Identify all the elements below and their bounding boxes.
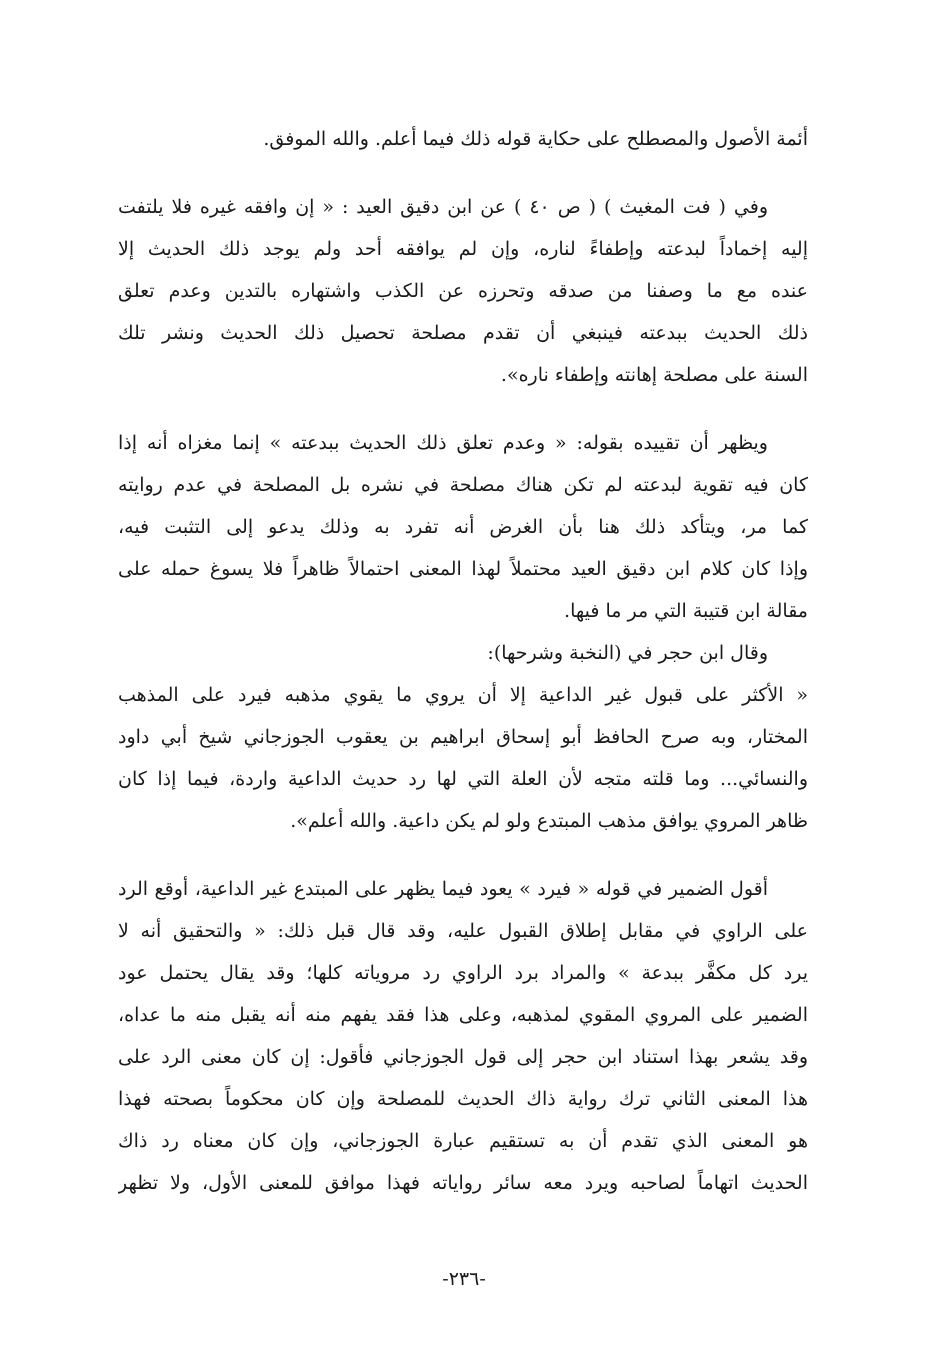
- page-body: [118, 118, 808, 1204]
- text-line: كان فيه تقوية لبدعته لم تكن هناك مصلحة في نشره بل المصلحة في عدم روايته: [118, 474, 808, 496]
- paragraph-gap: [118, 396, 808, 422]
- paragraph-gap: [118, 842, 808, 868]
- paragraph: [118, 118, 808, 160]
- text-line: ويظهر أن تقييده بقوله: « وعدم تعلق ذلك الحديث ببدعته » إنما مغزاه أنه إذا: [118, 432, 768, 454]
- text-line: عنده مع ما وصفنا من صدقه وتحرزه عن الكذب واشتهاره بالتدين وعدم تعلق: [118, 280, 808, 302]
- text-line: هذا المعنى الثاني ترك رواية ذاك الحديث للمصلحة وإن كان محكوماً بصحته فهذا: [118, 1088, 808, 1110]
- text-line: هو المعنى الذي تقدم أن به تستقيم عبارة الجوزجاني، وإن كان معناه رد ذاك: [118, 1130, 808, 1152]
- text-line: وإذا كان كلام ابن دقيق العيد محتملاً لهذا المعنى احتمالاً ظاهراً فلا يسوغ حمله على: [118, 558, 808, 580]
- text-line: السنة على مصلحة إهانته وإطفاء ناره».: [500, 364, 808, 386]
- text-line: أقول الضمير في قوله « فيرد » يعود فيما يظهر على المبتدع غير الداعية، أوقع الرد: [118, 878, 768, 900]
- text-line: « الأكثر على قبول غير الداعية إلا أن يروي ما يقوي مذهبه فيرد على المذهب: [118, 684, 808, 706]
- text-line: الضمير على المروي المقوي لمذهبه، وعلى هذا فقد يفهم منه أنه يقبل منه ما عداه،: [118, 1004, 808, 1026]
- text-line: أئمة الأصول والمصطلح على حكاية قوله ذلك فيما أعلم. والله الموفق.: [263, 128, 808, 150]
- text-line: ذلك الحديث ببدعته فينبغي أن تقدم مصلحة تحصيل ذلك الحديث ونشر تلك: [118, 322, 808, 344]
- text-line: الحديث اتهاماً لصاحبه ويرد معه سائر رواياته فهذا موافق للمعنى الأول، ولا تظهر: [118, 1172, 808, 1194]
- text-line: كما مر، ويتأكد ذلك هنا بأن الغرض أنه تفرد به وذلك يدعو إلى التثبت فيه،: [118, 516, 808, 538]
- text-line: إليه إخماداً لبدعته وإطفاءً لناره، وإن لم يوافقه أحد ولم يوجد ذلك الحديث إلا: [118, 238, 808, 260]
- paragraph: [118, 186, 808, 396]
- paragraph: [118, 868, 808, 1204]
- quote-paragraph: [118, 674, 808, 842]
- text-line: يرد كل مكفَّر ببدعة » والمراد برد الراوي رد مروياته كلها؛ وقد يقال يحتمل عود: [118, 962, 808, 984]
- text-line: وفي ( فت المغيث ) ( ص ٤٠ ) عن ابن دقيق العيد : « إن وافقه غيره فلا يلتفت: [118, 196, 768, 218]
- paragraph: [118, 422, 808, 632]
- text-line: والنسائي... وما قلته متجه لأن العلة التي لها رد حديث الداعية واردة، فيما إذا كان: [118, 768, 808, 790]
- paragraph-gap: [118, 160, 808, 186]
- text-line: ظاهر المروي يوافق مذهب المبتدع ولو لم يكن داعية. والله أعلم».: [290, 810, 808, 832]
- paragraph: [118, 632, 808, 674]
- text-line: مقالة ابن قتيبة التي مر ما فيها.: [564, 600, 808, 622]
- text-line: وقال ابن حجر في (النخبة وشرحها):: [487, 642, 768, 664]
- text-line: وقد يشعر بهذا استناد ابن حجر إلى قول الجوزجاني فأقول: إن كان معنى الرد على: [118, 1046, 808, 1068]
- text-line: على الراوي في مقابل إطلاق القبول عليه، وقد قال قبل ذلك: « والتحقيق أنه لا: [118, 920, 808, 942]
- text-line: المختار، وبه صرح الحافظ أبو إسحاق ابراهيم بن يعقوب الجوزجاني شيخ أبي داود: [118, 726, 808, 748]
- page-number: -٢٣٦-: [442, 1268, 486, 1290]
